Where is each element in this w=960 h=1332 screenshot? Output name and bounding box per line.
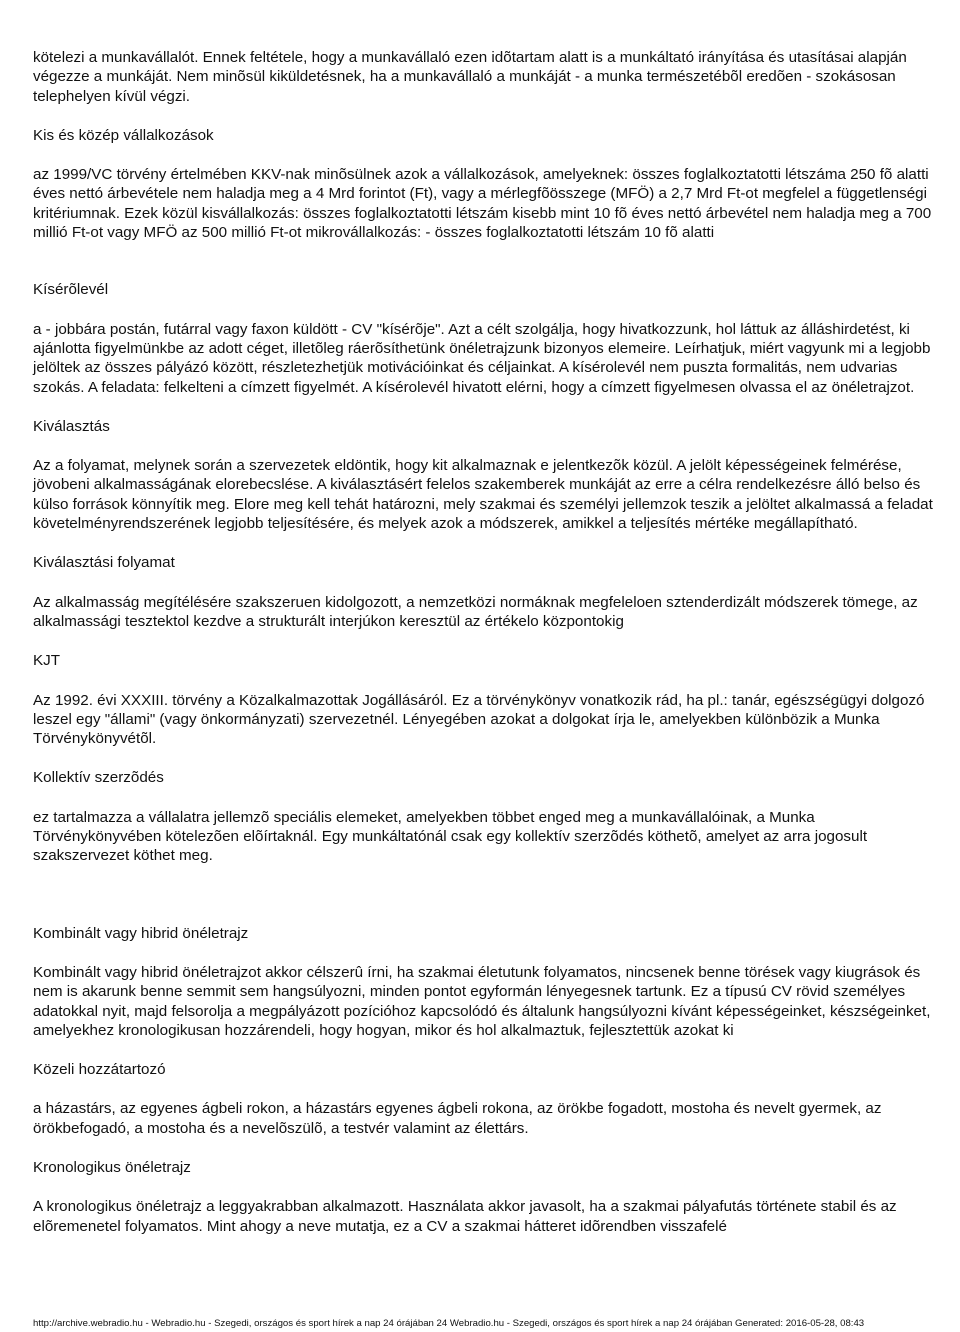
heading-kozeli-hozzatartozo: Közeli hozzátartozó [33, 1061, 166, 1079]
footer-powered-by: Webradio.hu - Szegedi, országos és sport hírek a nap 24 órájában [449, 1318, 733, 1329]
paragraph-intro: kötelezi a munkavállalót. Ennek feltétele, hogy a munkavállaló ezen idõtartam alatt is a munkáltató irányítása és utasításai alapján végezze a munkáját. Nem minõsül kiküldetésnek, ha a munkavállaló a munkáját - a munka természetébõl eredõen - szokásosan telephelyen kívül végzi. [33, 49, 907, 105]
heading-kkv: Kis és közép vállalkozások [33, 126, 214, 144]
footer-source-url: http://archive.webradio.hu - Webradio.hu - Szegedi, országos és sport hírek a nap 24 órájában [33, 1318, 434, 1329]
heading-kjt: KJT [33, 652, 61, 670]
footer-generated: Generated: 2016-05-28, 08:43 [735, 1318, 865, 1329]
paragraph-kiserolevel: a - jobbára postán, futárral vagy faxon küldött - CV "kísérõje". Azt a célt szolgálja, hogy hivatkozzunk, hol láttuk az álláshirdetést, ki ajánlotta figyelmünkbe az adott céget, illetõleg ráerõsíthetünk önéletrajzunk bizonyos elemeire. Leírhatjuk, miért vagyunk mi a legjobb jelöltek az összes pályázó között, részletezhetjük motivációinkat és céljainkat. A kísérolevél nem puszta formalitás, nem udvarias szokás. A feladata: felkelteni a címzett figyelmét. A kísérolevél hivatott elérni, hogy a címzett figyelmesen olvassa el az önéletrajzot. [33, 320, 931, 396]
paragraph-kombinalt: Kombinált vagy hibrid önéletrajzot akkor célszerû írni, ha szakmai életutunk folyamatos, nincsenek benne törések vagy kiugrások és nem is akarunk benne semmit sem hangsúlyozni, minden pontot egyformán lényegesnek tartunk. Ez a típusú CV rövid személyes adatokkal nyit, majd felsorolja a megpályázott pozícióhoz kapcsolódó és általunk hangsúlyozni kívánt képességeinket, készségeinket, amelyekhez kronologikusan hozzárendeli, hogy hogyan, mikor és hol alkalmaztuk, fejlesztettük azokat ki [33, 963, 931, 1039]
footer-page-number: 24 [436, 1318, 448, 1329]
document-body [33, 48, 933, 1236]
heading-kollektiv-szerzodes: Kollektív szerzõdés [33, 769, 164, 787]
paragraph-kozeli-hozzatartozo: a házastárs, az egyenes ágbeli rokon, a házastárs egyenes ágbeli rokona, az örökbe fogadott, mostoha és nevelt gyermek, az örökbefogadó, a mostoha és a nevelõszülõ, a testvér valamint az élettárs. [33, 1100, 882, 1137]
paragraph-kivalasztas: Az a folyamat, melynek során a szervezetek eldöntik, hogy kit alkalmaznak e jelentkezõk közül. A jelölt képességeinek felmérése, jövobeni alkalmasságának elorebecslése. A kiválasztásért felelos szakemberek munkáját az erre a célra rendelkezésre álló belso és külso források könnyítik meg. Elore meg kell tehát határozni, mely szakmai és személyi jellemzok teszik a jelöltet alkalmassá a feladat követelményrendszerének legjobb teljesítésére, és melyek azok a módszerek, amikkel a teljesítés mértéke megállapítható. [33, 457, 933, 533]
page-footer [33, 1318, 933, 1330]
paragraph-kronologikus: A kronologikus önéletrajz a leggyakrabban alkalmazott. Használata akkor javasolt, ha a szakmai pályafutás története stabil és az elõremenetel folyamatos. Mint ahogy a neve mutatja, ez a CV a szakmai hátteret idõrendben visszafelé [33, 1198, 897, 1235]
heading-kivalasztasi-folyamat: Kiválasztási folyamat [33, 554, 175, 572]
heading-kronologikus: Kronologikus önéletrajz [33, 1158, 191, 1176]
paragraph-kivalasztasi-folyamat: Az alkalmasság megítélésére szakszeruen kidolgozott, a nemzetközi normáknak megfeleloen sztenderdizált módszerek tömege, az alkalmassági tesztektol kezdve a strukturált interjúkon keresztül az értékelo központokig [33, 593, 918, 630]
heading-kombinalt: Kombinált vagy hibrid önéletrajz [33, 924, 249, 942]
paragraph-kkv: az 1999/VC törvény értelmében KKV-nak minõsülnek azok a vállalkozások, amelyeknek: összes foglalkoztatotti létszáma 250 fõ alatti éves nettó árbevétele nem haladja meg a 4 Mrd forintot (Ft), vagy a mérlegfõösszege (MFÖ) a 2,7 Mrd Ft-ot megfelel a függetlenségi kritériumnak. Ezek közül kisvállalkozás: összes foglalkoztatotti létszám kisebb mint 10 fõ éves nettó árbevétel nem haladja meg a 700 millió Ft-ot vagy MFÖ az 500 millió Ft-ot mikrovállalkozás: - összes foglalkoztatotti létszám 10 fõ alatti [33, 166, 932, 242]
heading-kiserolevel: Kísérõlevél [33, 281, 109, 299]
heading-kivalasztas: Kiválasztás [33, 417, 110, 435]
paragraph-kollektiv-szerzodes: ez tartalmazza a vállalatra jellemzõ speciális elemeket, amelyekben többet enged meg a munkavállalóinak, a Munka Törvénykönyvében kötelezõen elõírtaknál. Egy munkáltatónál csak egy kollektív szerzõdés köthetõ, amelyet az arra jogosult szakszervezet köthet meg. [33, 808, 868, 865]
paragraph-kjt: Az 1992. évi XXXIII. törvény a Közalkalmazottak Jogállásáról. Ez a törvénykönyv vonatkozik rád, ha pl.: tanár, egészségügyi dolgozó leszel egy "állami" (vagy önkormányzati) szervezetnél. Lényegében azokat a dolgokat írja le, amelyekben különbözik a Munka Törvénykönyvétõl. [33, 691, 925, 748]
